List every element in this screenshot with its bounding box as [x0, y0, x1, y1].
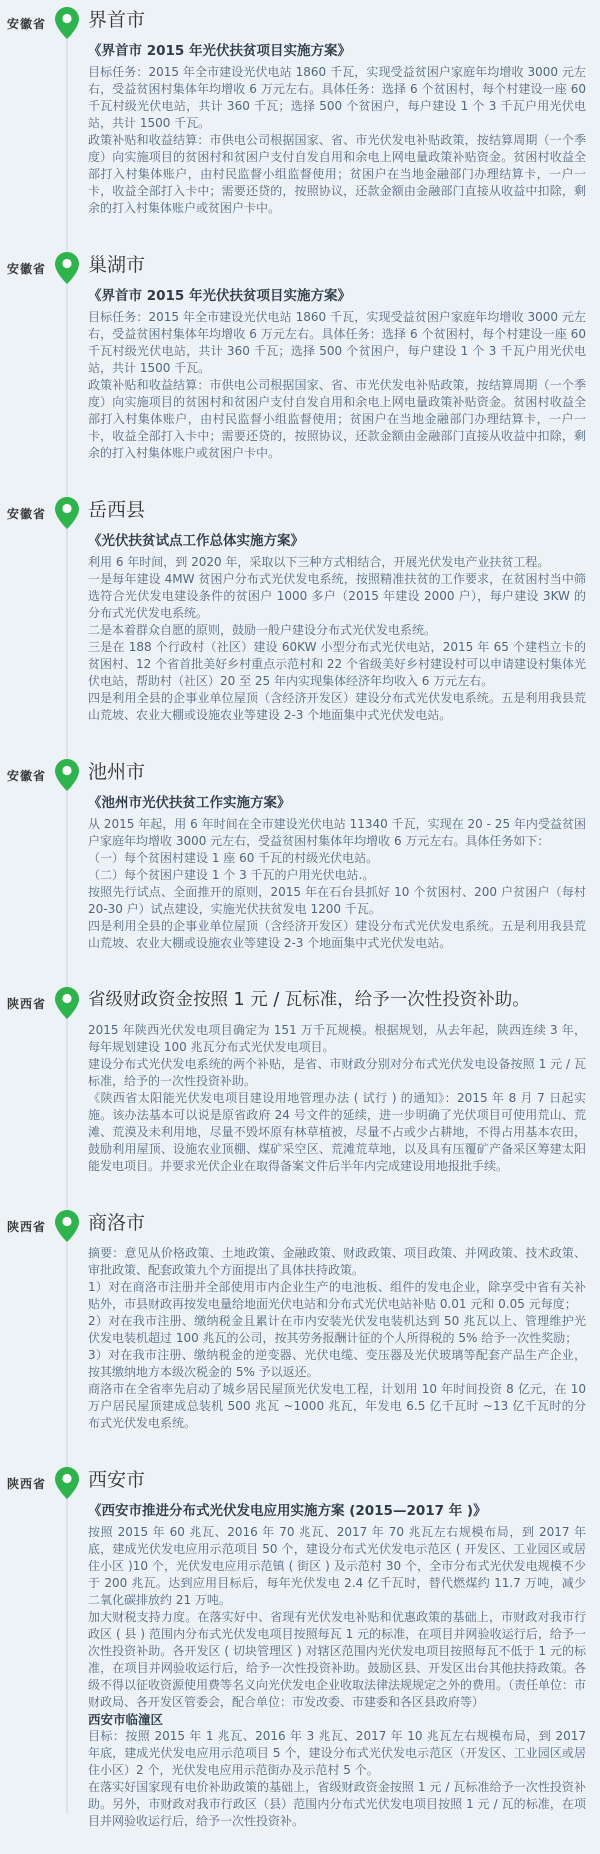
entry-body	[88, 309, 586, 462]
paragraph: 按照 2015 年 60 兆瓦、2016 年 70 兆瓦、2017 年 70 兆瓦左右规模布局，到 2017 年底，建成光伏发电应用示范项目 50 个，建设分布式光伏发电示范区 ( 开发区、工业园区或居住小区 )10 个，光伏发电应用示范镇 ( 街区 ) 及示范村 30 个，全市分布式光伏发电规模不少于 200 兆瓦。达到应用目标后，每年光伏发电 2.4 亿千瓦时，替代燃煤约 11.7 万吨，减少二氧化碳排放约 21 万吨。	[88, 1525, 586, 1607]
paragraph: 四是利用全县的企事业单位屋顶（含经济开发区）建设分布式光伏发电系统。五是利用我县荒山荒坡、农业大棚或设施农业等建设 2-3 个地面集中式光伏发电站。	[88, 691, 586, 722]
province-label: 安徽省	[6, 507, 46, 521]
doc-title: 《光伏扶贫试点工作总体实施方案》	[88, 533, 304, 549]
paragraph: 按照先行试点、全面推开的原则，2015 年在石台县抓好 10 个贫困村、200 户贫困户（每村 20-30 户）试点建设，实施光伏扶贫发电 1200 千瓦。	[88, 885, 586, 916]
entry-body	[88, 1524, 586, 1830]
paragraph: 一是每年建设 4MW 贫困户分布式光伏发电系统，按照精准扶贫的工作要求，在贫困村当中筛选符合光伏发电建设条件的贫困户 1000 多户（2015 年建设 2000 户），每户建设 3KW 的分布式光伏发电系统。	[88, 572, 586, 620]
city-heading: 西安市	[88, 1469, 146, 1491]
paragraph: 从 2015 年起，用 6 年时间在全市建设光伏电站 11340 千瓦，实现在 20 - 25 年内受益贫困户家庭年均增收 3000 元左右，受益贫困村集体年均增收 6 万元左右。具体任务如下：	[88, 817, 586, 848]
entry-body	[88, 64, 586, 217]
paragraph: 目标任务：2015 年全市建设光伏电站 1860 千瓦，实现受益贫困户家庭年均增收 3000 元左右，受益贫困村集体年均增收 6 万元左右。具体任务：选择 6 个贫困村，每个村建设一座 60 千瓦村级光伏电站，共计 360 千瓦；选择 500 个贫困户，每户建设 1 个 3 千瓦户用光伏电站，共计 1500 千瓦。	[88, 65, 586, 130]
city-heading: 巢湖市	[88, 254, 146, 276]
paragraph: （一）每个贫困村建设 1 座 60 千瓦的村级光伏电站。	[88, 851, 379, 865]
paragraph: （二）每个贫困户建设 1 个 3 千瓦的户用光伏电站.。	[88, 868, 375, 882]
entry-body	[88, 1245, 586, 1432]
province-label: 陕西省	[6, 997, 46, 1011]
paragraph: 目标任务：2015 年全市建设光伏电站 1860 千瓦，实现受益贫困户家庭年均增收 3000 元左右，受益贫困村集体年均增收 6 万元左右。具体任务：选择 6 个贫困村，每个村建设一座 60 千瓦村级光伏电站，共计 360 千瓦；选择 500 个贫困户，每户建设 1 个 3 千瓦户用光伏电站，共计 1500 千瓦。	[88, 310, 586, 375]
location-pin-icon	[54, 1209, 80, 1243]
doc-title: 《池州市光伏扶贫工作实施方案》	[88, 795, 291, 811]
doc-title: 《界首市 2015 年光伏扶贫项目实施方案》	[88, 288, 351, 304]
province-label: 陕西省	[6, 1220, 46, 1234]
paragraph: 建设分布式光伏发电系统的两个补贴，是省、市财政分别对分布式光伏发电设备按照 1 元 / 瓦标准，给予的一次性投资补助。	[88, 1057, 586, 1088]
timeline-entry-chaohu	[0, 253, 600, 462]
timeline-entry-chizhou	[0, 760, 600, 952]
province-label: 安徽省	[6, 769, 46, 783]
timeline-entry-shaanxi-province	[0, 988, 600, 1175]
location-pin-icon	[54, 6, 80, 40]
paragraph: 政策补贴和收益结算：市供电公司根据国家、省、市光伏发电补贴政策，按结算周期（一个季度）向实施项目的贫困村和贫困户支付自发自用和余电上网电量政策补贴资金。贫困村收益全部打入村集体账户，由村民监督小组监督使用；贫困户在当地金融部门办理结算卡，一户一卡，收益全部打入卡中；需要还贷的，按照协议，还款金额由金融部门直接从收益中扣除，剩余的打入村集体账户或贫困户卡中。	[88, 133, 586, 215]
location-pin-icon	[54, 1466, 80, 1500]
paragraph: 四是利用全县的企事业单位屋顶（含经济开发区）建设分布式光伏发电系统。五是利用我县荒山荒坡、农业大棚或设施农业等建设 2-3 个地面集中式光伏发电站。	[88, 919, 586, 950]
province-label: 安徽省	[6, 17, 46, 31]
paragraph: 在落实好国家现有电价补助政策的基础上，省级财政资金按照 1 元 / 瓦标准给予一次性投资补助。另外，市财政对我市行政区（县）范围内分布式光伏发电项目按照 1 元 / 瓦的标准，在项目并网验收运行后，给予一次性投资补。	[88, 1780, 586, 1828]
location-pin-icon	[54, 758, 80, 792]
location-pin-icon	[54, 496, 80, 530]
paragraph: 政策补贴和收益结算：市供电公司根据国家、省、市光伏发电补贴政策，按结算周期（一个季度）向实施项目的贫困村和贫困户支付自发自用和余电上网电量政策补贴资金。贫困村收益全部打入村集体账户，由村民监督小组监督使用；贫困户在当地金融部门办理结算卡，一户一卡，收益全部打入卡中；需要还贷的，按照协议，还款金额由金融部门直接从收益中扣除，剩余的打入村集体账户或贫困户卡中。	[88, 378, 586, 460]
district-subheading: 西安市临潼区	[88, 1712, 164, 1727]
entry-body	[88, 816, 586, 952]
province-label: 陕西省	[6, 1477, 46, 1491]
paragraph: 利用 6 年时间，到 2020 年，采取以下三种方式相结合，开展光伏发电产业扶贫工程。	[88, 555, 550, 569]
paragraph: 《陕西省太阳能光伏发电项目建设用地管理办法 ( 试行 ) 的通知》：2015 年 8 月 7 日起实施。该办法基本可以说是原省政府 24 号文件的延续，进一步明确了光伏项目可使用荒山、荒滩、荒漠及未利用地，尽量不毁坏原有林草植被，尽量不占或少占耕地，不得占用基本农田，鼓励利用屋顶、设施农业顶棚、煤矿采空区、荒滩荒草地，以及具有压覆矿产备采区筹建太阳能发电项目。并要求光伏企业在取得备案文件后半年内完成建设用地报批手续。	[88, 1091, 586, 1173]
paragraph: 3）对在我市注册、缴纳税金的逆变器、光伏电缆、变压器及光伏玻璃等配套产品生产企业，按其缴纳地方本级次税金的 5% 予以返还。	[88, 1348, 586, 1379]
city-heading: 岳西县	[88, 499, 146, 521]
timeline-entry-jieshou	[0, 8, 600, 217]
entry-heading: 省级财政资金按照 1 元 / 瓦标准，给予一次性投资补助。	[88, 990, 530, 1010]
province-label: 安徽省	[6, 262, 46, 276]
city-heading: 池州市	[88, 761, 146, 783]
paragraph: 商洛市在全省率先启动了城乡居民屋顶光伏发电工程，计划用 10 年时间投资 8 亿元，在 10 万户居民屋顶建成总装机 500 兆瓦 ~1000 兆瓦，年发电 6.5 亿千瓦时 ~13 亿千瓦时的分布式光伏发电系统。	[88, 1382, 586, 1430]
timeline-entry-yuexi	[0, 498, 600, 724]
city-heading: 界首市	[88, 9, 146, 31]
city-heading: 商洛市	[88, 1212, 146, 1234]
paragraph: 1）对在商洛市注册并全部使用市内企业生产的电池板、组件的发电企业，除享受中省有关补贴外，市县财政再按发电量给地面光伏电站和分布式光伏电站补贴 0.01 元和 0.05 元每度；	[88, 1280, 586, 1311]
paragraph: 三是在 188 个行政村（社区）建设 60KW 小型分布式光伏电站，2015 年 65 个建档立卡的贫困村、12 个省首批美好乡村重点示范村和 22 个省级美好乡村建设村可以申请建设村集体光伏电站，帮助村（社区）20 至 25 年内实现集体经济年均收入 6 万元左右。	[88, 640, 586, 688]
entry-body	[88, 554, 586, 724]
paragraph: 2015 年陕西光伏发电项目确定为 151 万千瓦规模。根据规划，从去年起，陕西连续 3 年，每年规划建设 100 兆瓦分布式光伏发电项目。	[88, 1023, 586, 1054]
location-pin-icon	[54, 251, 80, 285]
timeline-entry-shangluo	[0, 1211, 600, 1432]
entry-body	[88, 1022, 586, 1175]
paragraph: 加大财税支持力度。在落实好中、省现有光伏发电补贴和优惠政策的基础上，市财政对我市行政区 ( 县 ) 范围内分布式光伏发电项目按照每瓦 1 元的标准，在项目并网验收运行后，给予一次性投资补助。各开发区 ( 切块管理区 ) 对辖区范围内光伏发电项目按照每瓦不低于 1 元的标准，在项目并网验收运行后，给予一次性投资补助。鼓励区县、开发区出台其他扶持政策。各级不得以征收资源使用费等名义向光伏发电企业收取法律法规规定之外的费用。（责任单位：市财政局、各开发区管委会，配合单位：市发改委、市建委和各区县政府等）	[88, 1610, 587, 1709]
paragraph: 目标：按照 2015 年 1 兆瓦、2016 年 3 兆瓦、2017 年 10 兆瓦左右规模布局，到 2017 年底，建成光伏发电应用示范项目 5 个，建设分布式光伏发电示范区（开发区、工业园区或居住小区）2 个，光伏发电应用示范街办及示范村 5 个。	[88, 1729, 586, 1777]
paragraph: 二是本着群众自愿的原则，鼓励一般户建设分布式光伏发电系统。	[88, 623, 437, 637]
doc-title: 《西安市推进分布式光伏发电应用实施方案 (2015—2017 年 )》	[88, 1503, 487, 1519]
paragraph: 2）对在我市注册、缴纳税金且累计在市内安装光伏发电装机达到 50 兆瓦以上、管理维护光伏发电装机超过 100 兆瓦的公司，按其劳务报酬计征的个人所得税的 5% 给予一次性奖励；	[88, 1314, 586, 1345]
paragraph: 摘要：意见从价格政策、土地政策、金融政策、财政政策、项目政策、并网政策、技术政策、审批政策、配套政策九个方面提出了具体扶持政策。	[88, 1246, 586, 1277]
doc-title: 《界首市 2015 年光伏扶贫项目实施方案》	[88, 43, 351, 59]
timeline-entry-xian	[0, 1468, 600, 1830]
location-pin-icon	[54, 986, 80, 1020]
